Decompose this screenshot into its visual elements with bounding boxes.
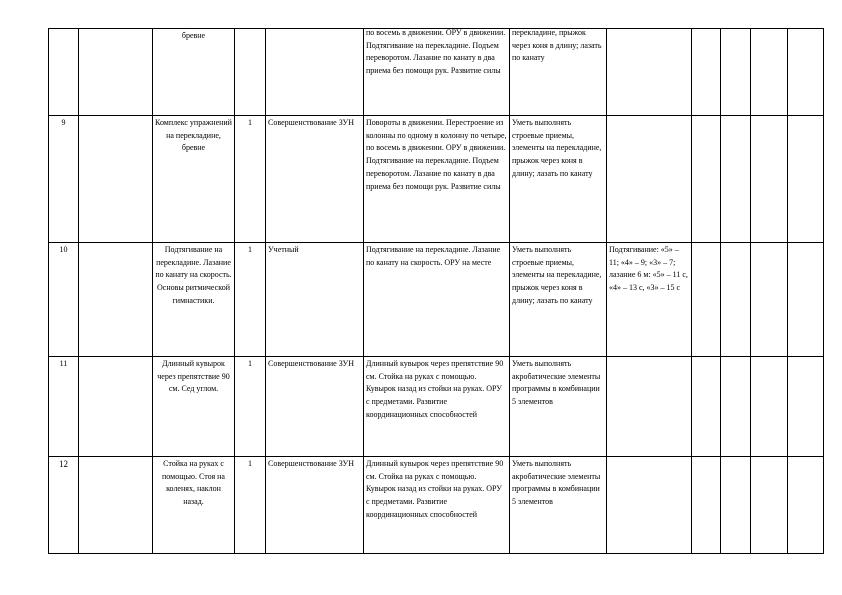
empty-cell: [692, 457, 721, 554]
lesson-requirements-text: перекладине, прыжок через коня в длину; лазать по канату: [512, 28, 602, 63]
lesson-plan-table: [48, 28, 824, 554]
empty-cell: [79, 116, 153, 243]
table-row: [49, 116, 824, 243]
lesson-number: 10: [49, 243, 79, 357]
lesson-topic: бревне: [153, 29, 235, 116]
empty-cell: [788, 243, 824, 357]
empty-cell: [751, 116, 788, 243]
lesson-content: Длинный кувырок через препятствие 90 см. Стойка на руках с помощью. Кувырок назад из стойки на руках. ОРУ с предметами. Развитие координационных способностей: [364, 357, 510, 457]
lesson-hours: 1: [235, 357, 266, 457]
lesson-content-text: по восемь в движении. ОРУ в движении. Подтягивание на перекладине. Подъем переворотом. Лазание по канату в два приема без помощи рук. Развитие силы: [366, 28, 506, 76]
lesson-content: Повороты в движении. Перестроение из колонны по одному в колонну по четыре, по восемь в движении. ОРУ в движении. Подтягивание на перекладине. Подъем переворотом. Лазание по канату в два приема без помощи рук. Развитие силы: [364, 116, 510, 243]
empty-cell: [692, 243, 721, 357]
lesson-topic: Подтягивание на перекладине. Лазание по канату на скорость. Основы ритмической гимнастики.: [153, 243, 235, 357]
lesson-number: 11: [49, 357, 79, 457]
lesson-requirements: Уметь выполнять строевые приемы, элементы на перекладине, прыжок через коня в длину; лазать по канату: [510, 116, 607, 243]
lesson-type: [266, 29, 364, 116]
table-row: [49, 29, 824, 116]
lesson-content: Длинный кувырок через препятствие 90 см. Стойка на руках с помощью. Кувырок назад из стойки на руках. ОРУ с предметами. Развитие координационных способностей: [364, 457, 510, 554]
empty-cell: [721, 116, 751, 243]
lesson-requirements: Уметь выполнять акробатические элементы программы в комбинации 5 элементов: [510, 357, 607, 457]
lesson-number: 9: [49, 116, 79, 243]
empty-cell: [751, 357, 788, 457]
empty-cell: [721, 29, 751, 116]
lesson-control: [607, 29, 692, 116]
lesson-requirements: Уметь выполнять акробатические элементы программы в комбинации 5 элементов: [510, 457, 607, 554]
table-row: [49, 457, 824, 554]
empty-cell: [721, 457, 751, 554]
lesson-topic: Стойка на руках с помощью. Стоя на коленях, наклон назад.: [153, 457, 235, 554]
empty-cell: [721, 243, 751, 357]
empty-cell: [692, 29, 721, 116]
lesson-control: Подтягивание: «5» – 11; «4» – 9; «3» – 7; лазание 6 м: «5» – 11 с, «4» – 13 с, «3» – 15 с: [607, 243, 692, 357]
lesson-topic: Комплекс упражнений на перекладине, бревне: [153, 116, 235, 243]
empty-cell: [79, 243, 153, 357]
lesson-content: Подтягивание на перекладине. Лазание по канату на скорость. ОРУ на месте: [364, 243, 510, 357]
lesson-type: Учетный: [266, 243, 364, 357]
lesson-requirements: Уметь выполнять строевые приемы, элементы на перекладине, прыжок через коня в длину; лазать по канату: [510, 243, 607, 357]
lesson-topic: Длинный кувырок через препятствие 90 см. Сед углом.: [153, 357, 235, 457]
empty-cell: [788, 357, 824, 457]
lesson-requirements: [510, 29, 607, 116]
lesson-hours: 1: [235, 457, 266, 554]
lesson-type: Совершенствование ЗУН: [266, 116, 364, 243]
table-row: [49, 243, 824, 357]
lesson-control: [607, 457, 692, 554]
lesson-type: Совершенствование ЗУН: [266, 357, 364, 457]
empty-cell: [721, 357, 751, 457]
lesson-control: [607, 116, 692, 243]
lesson-control: [607, 357, 692, 457]
empty-cell: [751, 29, 788, 116]
empty-cell: [788, 29, 824, 116]
lesson-number: [49, 29, 79, 116]
empty-cell: [788, 457, 824, 554]
empty-cell: [751, 243, 788, 357]
lesson-type: Совершенствование ЗУН: [266, 457, 364, 554]
lesson-number: 12: [49, 457, 79, 554]
empty-cell: [692, 357, 721, 457]
empty-cell: [692, 116, 721, 243]
lesson-hours: [235, 29, 266, 116]
lesson-hours: 1: [235, 116, 266, 243]
empty-cell: [79, 457, 153, 554]
table-row: [49, 357, 824, 457]
lesson-hours: 1: [235, 243, 266, 357]
empty-cell: [751, 457, 788, 554]
empty-cell: [79, 29, 153, 116]
empty-cell: [788, 116, 824, 243]
lesson-content: [364, 29, 510, 116]
empty-cell: [79, 357, 153, 457]
